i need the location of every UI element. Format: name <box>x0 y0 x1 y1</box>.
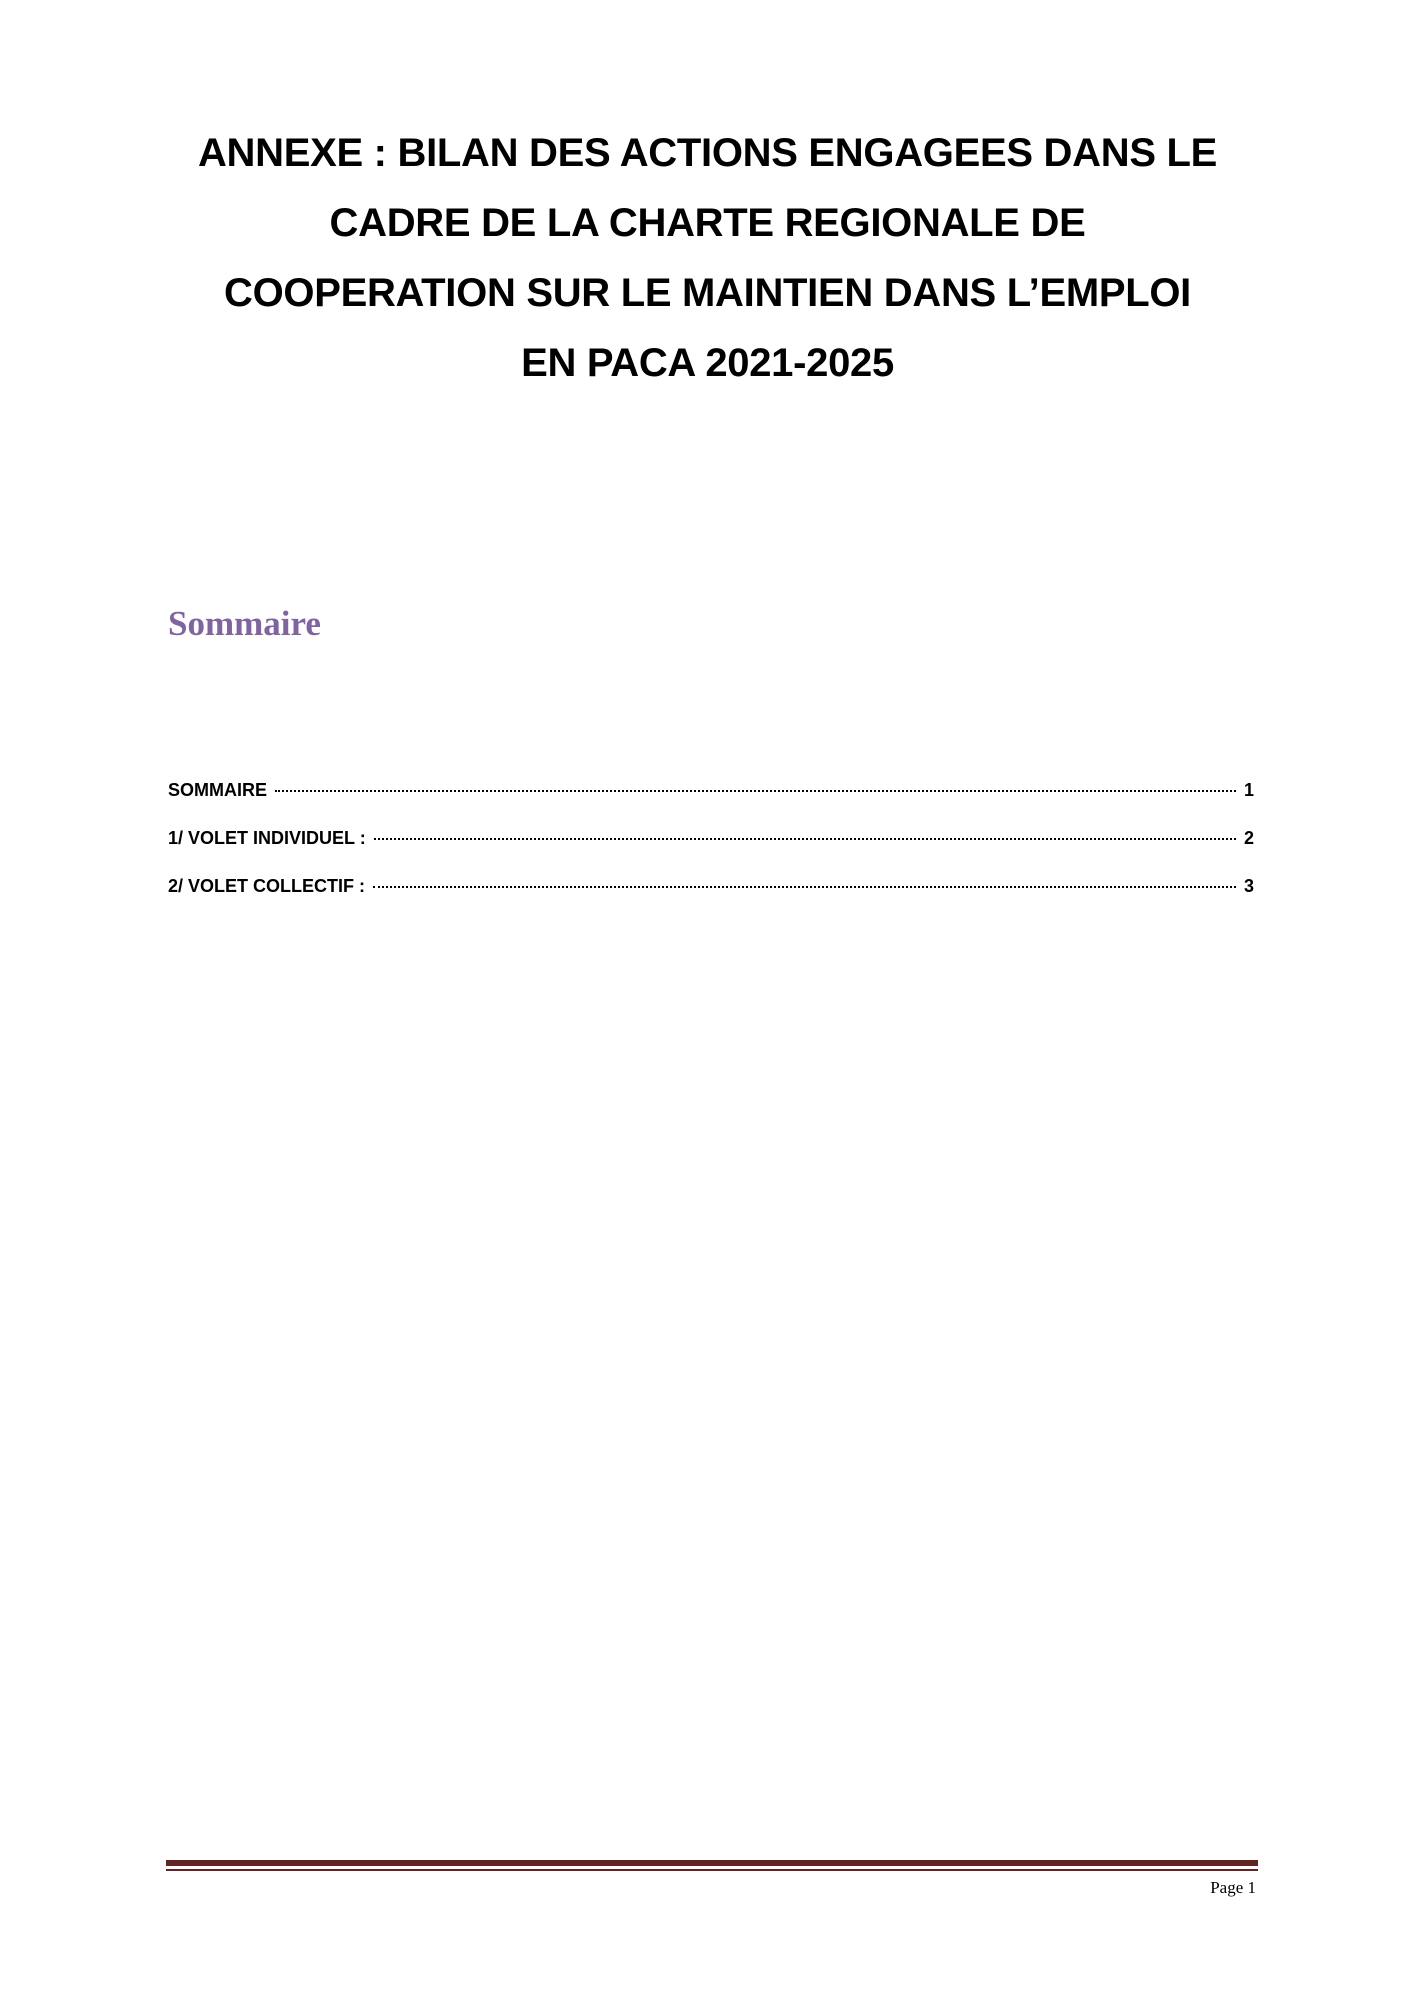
footer-divider-thin <box>166 1869 1258 1871</box>
toc-entry-label[interactable]: 1/ VOLET INDIVIDUEL : <box>168 828 366 848</box>
toc-entry-page[interactable]: 3 <box>1243 876 1254 896</box>
document-title-line: ANNEXE : BILAN DES ACTIONS ENGAGEES DANS LE <box>197 131 1218 175</box>
toc-dot-leader <box>374 838 1236 840</box>
toc-entry[interactable] <box>168 780 1254 828</box>
document-title-line: CADRE DE LA CHARTE REGIONALE DE <box>329 201 1086 245</box>
toc-dot-leader <box>373 886 1236 888</box>
document-title-line: EN PACA 2021-2025 <box>521 341 894 385</box>
toc-heading: Sommaire <box>168 604 321 643</box>
footer-divider-thick <box>166 1860 1258 1866</box>
toc-entry-page[interactable]: 2 <box>1243 828 1254 848</box>
document-title-line: COOPERATION SUR LE MAINTIEN DANS L’EMPLOI <box>224 271 1191 315</box>
table-of-contents <box>168 780 1254 924</box>
footer-page-number: Page 1 <box>1210 1878 1256 1897</box>
toc-entry-label[interactable]: 2/ VOLET COLLECTIF : <box>168 876 365 896</box>
toc-entry[interactable] <box>168 828 1254 876</box>
toc-entry-page[interactable]: 1 <box>1243 780 1254 800</box>
toc-entry[interactable] <box>168 876 1254 924</box>
toc-dot-leader <box>275 790 1236 792</box>
document-title <box>150 118 1265 398</box>
toc-entry-label[interactable]: SOMMAIRE <box>168 780 267 800</box>
